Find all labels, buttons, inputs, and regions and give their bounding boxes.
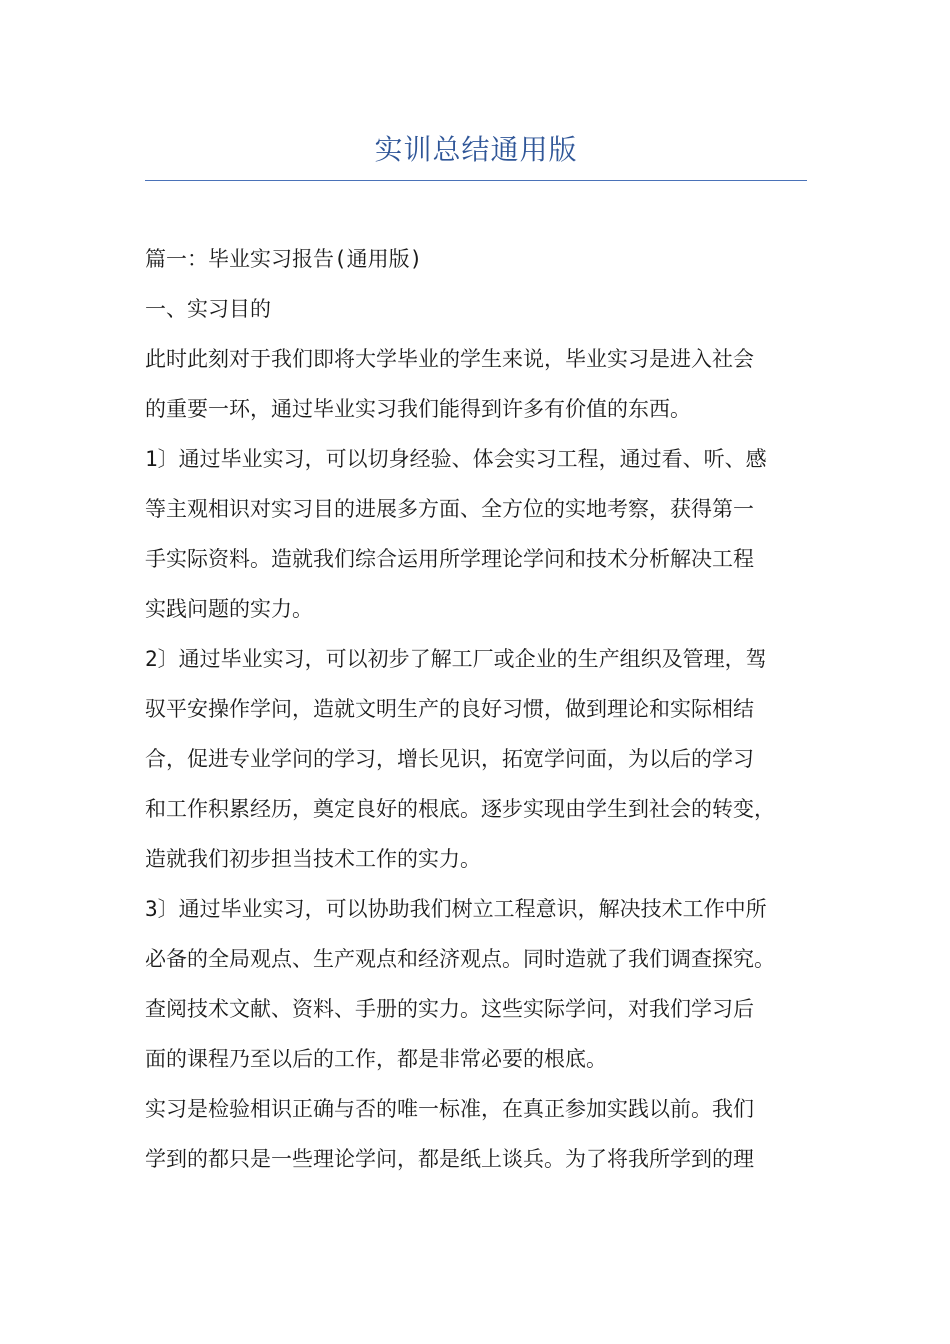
text-line: 实践问题的实力。 [145,597,313,621]
text-line: 手实际资料。造就我们综合运用所学理论学问和技术分析解决工程 [145,547,754,571]
text-line: 面的课程乃至以后的工作，都是非常必要的根底。 [145,1047,607,1071]
title-divider [145,180,807,181]
text-line: 驭平安操作学问，造就文明生产的良好习惯，做到理论和实际相结 [145,697,754,721]
text-line: 查阅技术文献、资料、手册的实力。这些实际学问，对我们学习后 [145,997,754,1021]
text-line: 实习是检验相识正确与否的唯一标准，在真正参加实践以前。我们 [145,1097,754,1121]
text-line: 2〕通过毕业实习，可以初步了解工厂或企业的生产组织及管理，驾 [145,647,767,671]
page-title: 实训总结通用版 [374,133,578,166]
subsection-heading: 一、实习目的 [145,297,271,321]
text-line: 造就我们初步担当技术工作的实力。 [145,847,481,871]
text-line: 3〕通过毕业实习，可以协助我们树立工程意识，解决技术工作中所 [145,897,767,921]
section-heading: 篇一：毕业实习报告(通用版) [145,247,423,271]
text-line: 此时此刻对于我们即将大学毕业的学生来说，毕业实习是进入社会 [145,347,754,371]
text-line: 等主观相识对实习目的进展多方面、全方位的实地考察，获得第一 [145,497,754,521]
text-line: 1〕通过毕业实习，可以切身经验、体会实习工程，通过看、听、感 [145,447,767,471]
text-line: 的重要一环，通过毕业实习我们能得到许多有价值的东西。 [145,397,691,421]
text-line: 合，促进专业学问的学习，增长见识，拓宽学问面，为以后的学习 [145,747,754,771]
text-line: 和工作积累经历，奠定良好的根底。逐步实现由学生到社会的转变， [145,797,775,821]
text-line: 必备的全局观点、生产观点和经济观点。同时造就了我们调查探究。 [145,947,775,971]
text-line: 学到的都只是一些理论学问，都是纸上谈兵。为了将我所学到的理 [145,1147,754,1171]
document-body [145,234,815,1184]
